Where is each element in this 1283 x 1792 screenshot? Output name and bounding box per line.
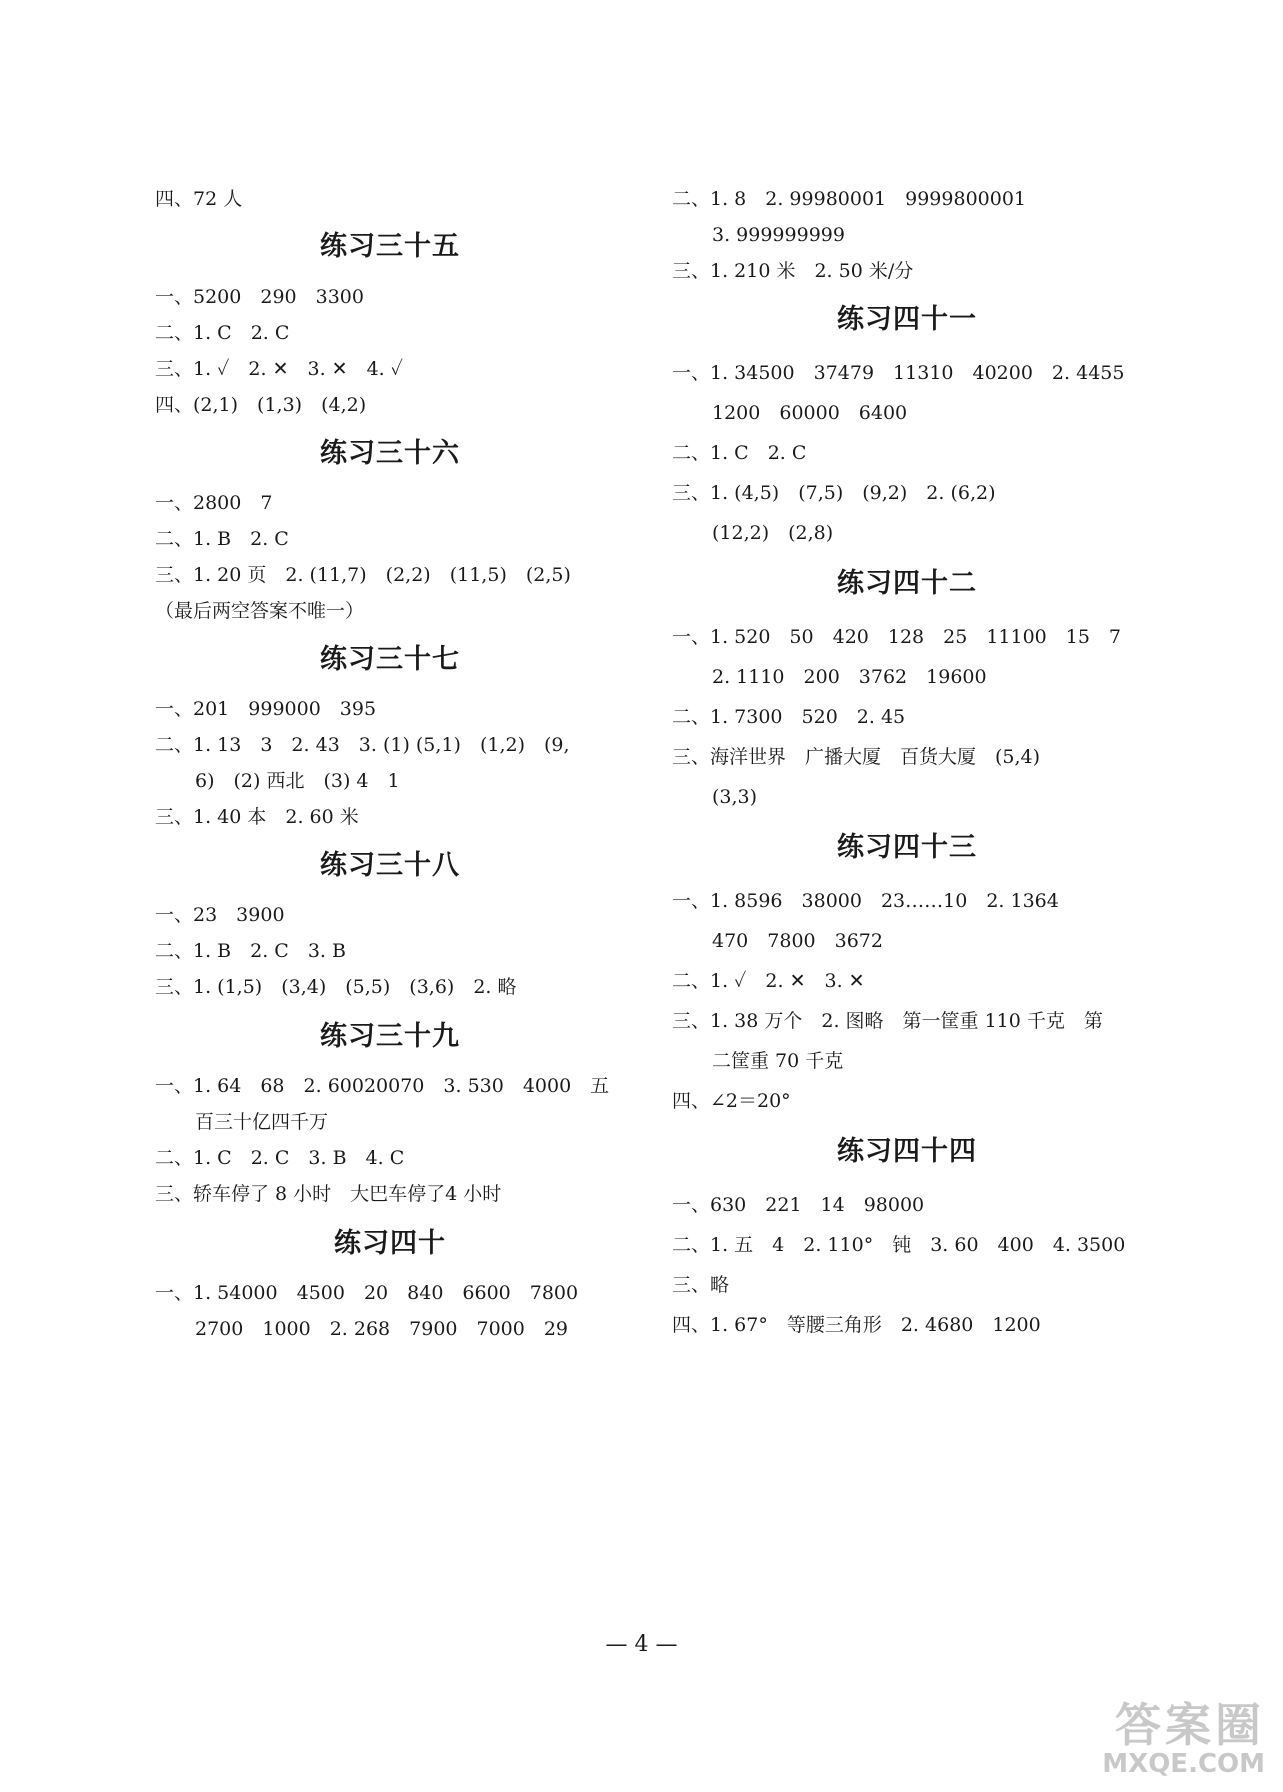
answer-line: 3. 999999999 (712, 224, 845, 246)
section-title: 练习四十四 (837, 1136, 977, 1167)
answer-line: 二、1. C 2. C (672, 442, 807, 464)
answer-line: 三、轿车停了 8 小时 大巴车停了4 小时 (155, 1183, 502, 1205)
answer-line: 一、630 221 14 98000 (672, 1194, 925, 1216)
answer-line: 一、201 999000 395 (155, 698, 377, 720)
answer-line: 百三十亿四千万 (195, 1111, 329, 1133)
section-title: 练习四十三 (837, 832, 977, 863)
watermark-url: MXQE.COM (1102, 1749, 1265, 1779)
answer-line: 三、1. ✓ 2. ✕ 3. ✕ 4. ✓ (155, 358, 404, 380)
answer-line: 三、1. 20 页 2. (11,7) (2,2) (11,5) (2,5) (155, 564, 571, 586)
answer-line: 一、1. 34500 37479 11310 40200 2. 4455 (672, 362, 1125, 384)
answer-line: 三、1. 210 米 2. 50 米/分 (672, 260, 914, 282)
answer-line: 二、1. C 2. C 3. B 4. C (155, 1147, 405, 1169)
answer-line: 二、1. B 2. C (155, 528, 289, 550)
section-title: 练习三十九 (320, 1021, 460, 1052)
section-title: 练习四十 (334, 1228, 446, 1259)
answer-line: 一、23 3900 (155, 904, 285, 926)
answer-line: 二、1. ✓ 2. ✕ 3. ✕ (672, 970, 865, 992)
answer-line: 四、∠2＝20° (672, 1090, 791, 1112)
answer-line: 一、2800 7 (155, 492, 273, 514)
section-title: 练习三十七 (320, 644, 460, 675)
section-title: 练习四十一 (837, 304, 977, 335)
watermark-logo-text: 答案圈 (1115, 1698, 1265, 1752)
answer-line: 二、1. C 2. C (155, 322, 290, 344)
answer-line: 2. 1110 200 3762 19600 (712, 666, 987, 688)
answer-line: (3,3) (712, 786, 758, 808)
answer-line: 一、1. 520 50 420 128 25 11100 15 7 (672, 626, 1122, 648)
watermark (1102, 1700, 1265, 1778)
answer-note: （最后两空答案不唯一） (155, 600, 365, 622)
answer-line: 二、1. 8 2. 99980001 9999800001 (672, 188, 1027, 210)
answer-line: 四、1. 67° 等腰三角形 2. 4680 1200 (672, 1314, 1041, 1336)
answer-line: 6) (2) 西北 (3) 4 1 (195, 770, 400, 792)
answer-line: (12,2) (2,8) (712, 522, 834, 544)
page-number: — 4 — (605, 1632, 678, 1657)
section-title: 练习四十二 (837, 568, 977, 599)
answer-line: 二、1. 7300 520 2. 45 (672, 706, 906, 728)
answer-line: 一、5200 290 3300 (155, 286, 364, 308)
answer-line: 三、1. (1,5) (3,4) (5,5) (3,6) 2. 略 (155, 976, 517, 998)
answer-line: 二筐重 70 千克 (712, 1050, 844, 1072)
answer-line: 二、1. 13 3 2. 43 3. (1) (5,1) (1,2) (9, (155, 734, 570, 756)
answer-line: 一、1. 64 68 2. 60020070 3. 530 4000 五 (155, 1075, 610, 1097)
answer-line: 三、略 (672, 1274, 730, 1296)
answer-line: 三、1. (4,5) (7,5) (9,2) 2. (6,2) (672, 482, 996, 504)
answer-line: 四、(2,1) (1,3) (4,2) (155, 394, 367, 416)
answer-line: 1200 60000 6400 (712, 402, 908, 424)
answer-line: 三、1. 40 本 2. 60 米 (155, 806, 359, 828)
answer-line: 一、1. 54000 4500 20 840 6600 7800 (155, 1282, 579, 1304)
answer-line: 三、1. 38 万个 2. 图略 第一筐重 110 千克 第 (672, 1010, 1103, 1032)
answer-line: 三、海洋世界 广播大厦 百货大厦 (5,4) (672, 746, 1041, 768)
answer-line: 470 7800 3672 (712, 930, 883, 952)
answer-line: 四、72 人 (155, 188, 243, 210)
answer-line: 2700 1000 2. 268 7900 7000 29 (195, 1318, 569, 1340)
answer-line: 二、1. 五 4 2. 110° 钝 3. 60 400 4. 3500 (672, 1234, 1126, 1256)
section-title: 练习三十六 (320, 438, 460, 469)
section-title: 练习三十五 (320, 231, 460, 262)
answer-line: 二、1. B 2. C 3. B (155, 940, 346, 962)
answer-line: 一、1. 8596 38000 23……10 2. 1364 (672, 890, 1059, 912)
section-title: 练习三十八 (320, 850, 460, 881)
